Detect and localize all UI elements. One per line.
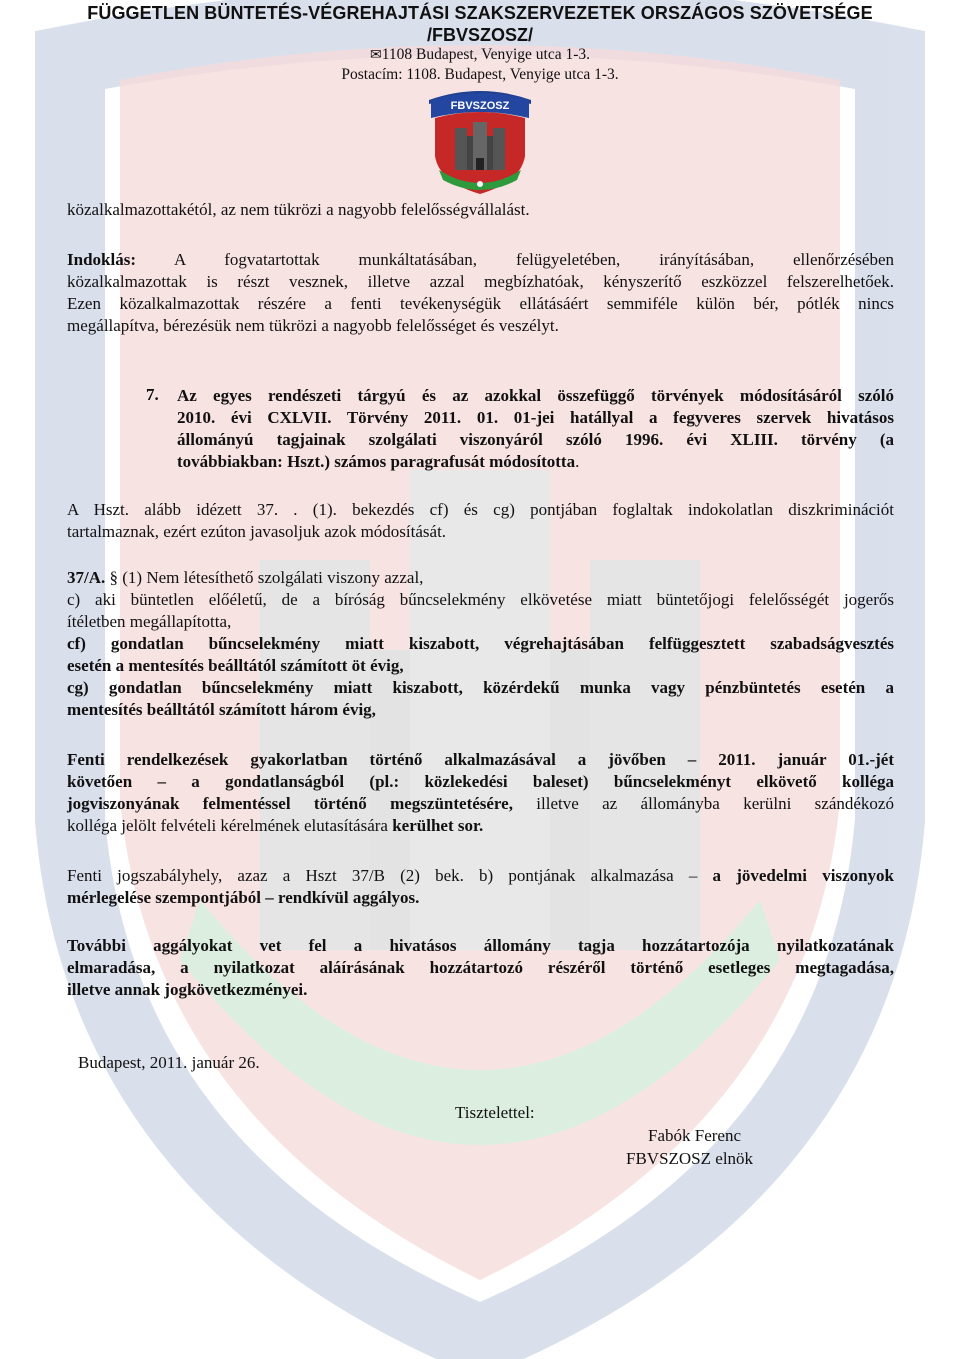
- section-sign-icon: §: [109, 568, 118, 587]
- fenti-line4-bold: kerülhet sor.: [392, 816, 484, 835]
- fenti-line3-bold: jogviszonyának felmentéssel történő megszüntetésére,: [67, 794, 513, 813]
- tovabbi-line1: További aggályokat vet fel a hivatásos állomány tagja hozzátartozója nyilatkozatának: [67, 936, 894, 955]
- jog-line1-bold: a jövedelmi viszonyok: [712, 866, 894, 885]
- fenti-line3: [67, 793, 894, 815]
- tovabbi-line2: elmaradása, a nyilatkozat aláírásának hozzátartozó részéről történő esetleges megtagadása,: [67, 958, 894, 977]
- indoklas-line1: A fogvatartottak munkáltatásában, felügyeletében, irányításában, ellenőrzésében: [173, 250, 895, 269]
- item7-line2: 2010. évi CXLVII. Törvény 2011. 01. 01-jei hatállyal a fegyveres szervek hivatásos: [177, 408, 894, 427]
- hszt-paragraph: [67, 499, 894, 543]
- fbvszosz-logo: [425, 84, 535, 196]
- header-organization: FÜGGETLEN BÜNTETÉS-VÉGREHAJTÁSI SZAKSZERVEZETEK ORSZÁGOS SZÖVETSÉGE: [87, 3, 873, 23]
- indoklas-label: Indoklás:: [67, 250, 136, 269]
- indoklas-line4: megállapítva, bérezésük nem tükrözi a nagyobb felelősséget és veszélyt.: [67, 316, 559, 335]
- c-line2: ítéletben megállapította,: [67, 612, 232, 631]
- cg-line1: cg) gondatlan bűncselekmény miatt kiszabott, közérdekű munka vagy pénzbüntetés esetén a: [67, 678, 894, 697]
- header-address: [0, 46, 960, 64]
- indoklas-line: [67, 249, 894, 271]
- item7-line4-wrap: [177, 451, 894, 473]
- fenti-line3-rest: illetve az állományba kerülni szándékozó: [512, 794, 894, 813]
- greeting: Tisztelettel:: [455, 1103, 535, 1122]
- cf-line1: cf) gondatlan bűncselekmény miatt kiszabott, végrehajtásában felfüggesztett szabadságvesztés: [67, 634, 894, 653]
- header-postal-address: Postacím: 1108. Budapest, Venyige utca 1-3.: [341, 66, 619, 83]
- section-37a: [67, 567, 894, 721]
- fenti-paragraph: [67, 749, 894, 837]
- logo-text: FBVSZOSZ: [450, 100, 510, 112]
- header-address-text: 1108 Budapest, Venyige utca 1-3.: [381, 46, 591, 63]
- tovabbi-line3: illetve annak jogkövetkezményei.: [67, 980, 308, 999]
- jogszabaly-paragraph: [67, 865, 894, 909]
- jog-line1: [67, 865, 894, 887]
- header-abbreviation: /FBVSZOSZ/: [426, 25, 533, 45]
- cf-line2: esetén a mentesítés beálltától számított öt évig,: [67, 656, 404, 675]
- fenti-line1: Fenti rendelkezések gyakorlatban történő alkalmazásával a jövőben – 2011. január 01.-jét: [67, 750, 894, 769]
- fenti-line4-text: kolléga jelölt felvételi kérelmének elutasítására: [67, 816, 393, 835]
- fenti-line2: követően – a gondatlanságból (pl.: közlekedési baleset) bűncselekményt elkövető kolléga: [67, 772, 894, 791]
- p37a-label: 37/A.: [67, 568, 106, 587]
- indoklas-line3: Ezen közalkalmazottak részére a fenti tevékenységük ellátásáért semmiféle külön bér, pótlék nincs: [67, 294, 894, 313]
- envelope-icon: ✉: [369, 48, 382, 63]
- signer-name: Fabók Ferenc: [648, 1126, 742, 1145]
- item7-paragraph: [177, 385, 894, 473]
- indoklas-paragraph: [67, 249, 894, 337]
- tovabbi-paragraph: [67, 935, 894, 1001]
- item7-line4: továbbiakban: Hszt.) számos paragrafusát módosította: [177, 452, 576, 471]
- signer-title: FBVSZOSZ elnök: [626, 1149, 754, 1168]
- fenti-line4: [67, 815, 894, 837]
- intro-line: közalkalmazottakétól, az nem tükrözi a nagyobb felelősségvállalást.: [67, 200, 530, 219]
- cg-line2: mentesítés beálltától számított három évig,: [67, 700, 376, 719]
- place-date: Budapest, 2011. január 26.: [78, 1053, 260, 1072]
- jog-line1-text: Fenti jogszabályhely, azaz a Hszt 37/B (2) bek. b) pontjának alkalmazása –: [67, 866, 713, 885]
- item7-line4-end: .: [575, 452, 580, 471]
- p37a-heading: [67, 567, 894, 589]
- hszt-line2: tartalmaznak, ezért ezúton javasoljuk azok módosítását.: [67, 522, 447, 541]
- item7-number: 7.: [146, 385, 159, 404]
- item7-line1: Az egyes rendészeti tárgyú és az azokkal összefüggő törvények módosításáról szóló: [177, 386, 894, 405]
- jog-line2: mérlegelése szempontjából – rendkívül aggályos.: [67, 888, 420, 907]
- indoklas-line2: közalkalmazottak is részt vesznek, illetve azzal megbízhatóak, kényszerítő eszközzel felszerelhetőek.: [67, 272, 894, 291]
- item7-line3: állományú tagjainak szolgálati viszonyáról szóló 1996. évi XLIII. törvény (a: [177, 430, 894, 449]
- hszt-line1: A Hszt. alább idézett 37. . (1). bekezdés cf) és cg) pontjában foglaltak indokolatlan diszkriminációt: [67, 500, 894, 519]
- p37a-head-text: (1) Nem létesíthető szolgálati viszony azzal,: [118, 568, 424, 587]
- c-line1: c) aki büntetlen előéletű, de a bíróság bűncselekmény elkövetése miatt büntetőjogi felelősségét jogerős: [67, 590, 894, 609]
